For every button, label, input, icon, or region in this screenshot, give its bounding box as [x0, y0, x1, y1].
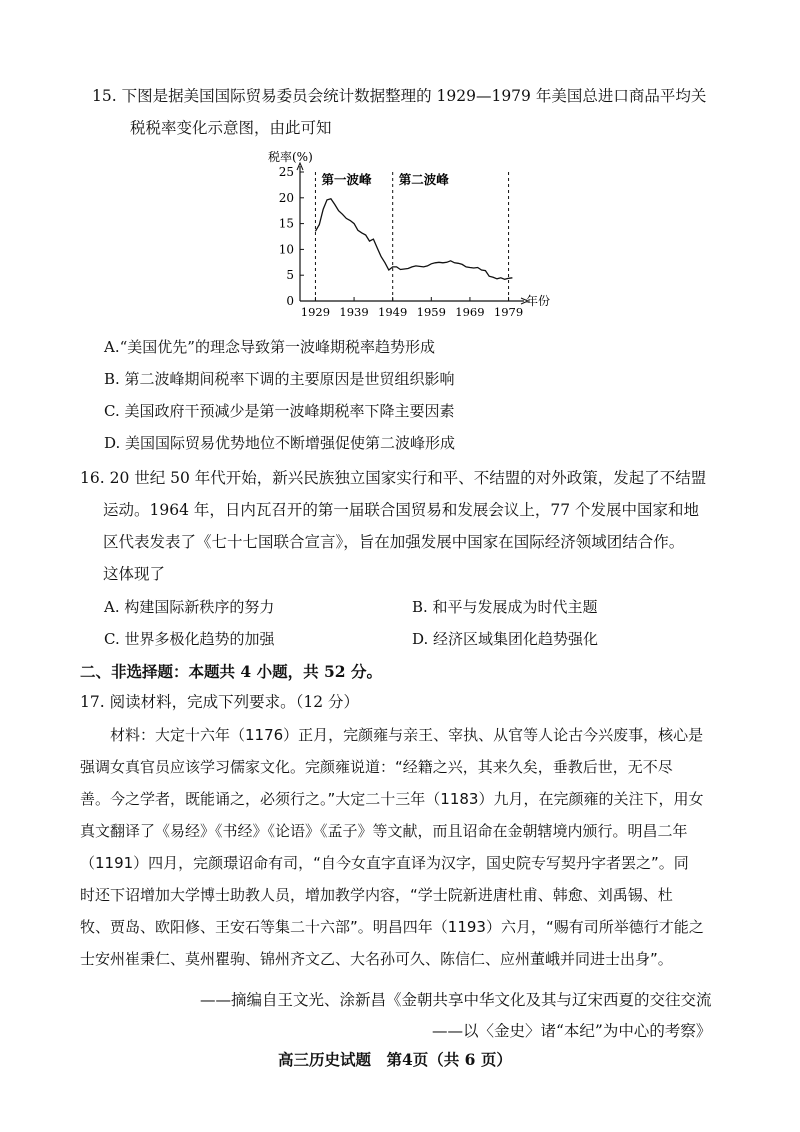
tariff-chart — [262, 148, 562, 318]
q15-option-d: D. 美国国际贸易优势地位不断增强促使第二波峰形成 — [104, 434, 456, 452]
q16-stem-line3: 区代表发表了《七十七国联合宣言》，旨在加强发展中国家在国际经济领域团结合作。 — [103, 533, 685, 551]
y-tick-label: 5 — [286, 268, 294, 283]
y-tick-label: 15 — [278, 216, 294, 231]
y-tick-label: 10 — [278, 242, 294, 257]
q16-stem-line1: 16. 20 世纪 50 年代开始，新兴民族独立国家实行和平、不结盟的对外政策，发起了不结盟 — [80, 469, 707, 487]
x-tick-label: 1959 — [416, 305, 446, 318]
q16-option-a: A. 构建国际新秩序的努力 — [104, 598, 275, 616]
q16-stem-line4: 这体现了 — [103, 565, 166, 583]
x-tick-label: 1969 — [455, 305, 485, 318]
q17-material-line1: 材料：大定十六年（1176）正月，完颜雍与亲王、宰执、从官等人论古今兴废事，核心是 — [110, 726, 704, 744]
q17-material-line8: 士安州崔秉仁、莫州瞿驹、锦州齐文乙、大名孙可久、陈信仁、应州董峨并同进士出身”。 — [80, 950, 673, 968]
q17-stem: 17. 阅读材料，完成下列要求。（12 分） — [80, 693, 359, 711]
page-footer: 高三历史试题 第4页（共 6 页） — [278, 1050, 512, 1069]
q17-material-line5: （1191）四月，完颜璟诏命有司，“自今女直字直译为汉字，国史院专写契丹字者罢之”。同 — [80, 854, 689, 872]
q15-option-b: B. 第二波峰期间税率下调的主要原因是世贸组织影响 — [104, 370, 455, 388]
y-tick-label: 25 — [278, 165, 294, 179]
q15-option-a: A.“美国优先”的理念导致第一波峰期税率趋势形成 — [104, 338, 435, 356]
q15-stem-line2: 税税率变化示意图，由此可知 — [130, 119, 332, 137]
x-tick-label: 1929 — [300, 305, 331, 318]
q17-material-line3: 善。今之学者，既能诵之，必须行之。”大定二十三年（1183）九月，在完颜雍的关注下，用女 — [80, 790, 704, 808]
q17-source-line1: ——摘编自王文光、涂新昌《金朝共享中华文化及其与辽宋西夏的交往交流 — [200, 991, 712, 1009]
q16-option-c: C. 世界多极化趋势的加强 — [104, 630, 275, 648]
q17-source-line2: ——以〈金史〉诸“本纪”为中心的考察》 — [432, 1022, 712, 1040]
q17-material-line2: 强调女真官员应该学习儒家文化。完颜雍说道：“经籍之兴，其来久矣，垂教后世，无不尽 — [80, 758, 673, 776]
section-2-heading: 二、非选择题：本题共 4 小题，共 52 分。 — [80, 662, 382, 681]
q17-material-line4: 真文翻译了《易经》《书经》《论语》《孟子》等文献，而且诏命在金朝辖境内颁行。明昌二年 — [80, 822, 688, 840]
region-label: 第一波峰 — [321, 172, 372, 187]
region-label: 第二波峰 — [398, 172, 449, 187]
chart-ylabel: 税率(%) — [268, 150, 313, 164]
q16-stem-line2: 运动。1964 年，日内瓦召开的第一届联合国贸易和发展会议上，77 个发展中国家和地 — [103, 501, 700, 519]
tariff-rate-line — [315, 199, 512, 279]
q17-material-line7: 牧、贾岛、欧阳修、王安石等集二十六部”。明昌四年（1193）六月，“赐有司所举德行才能之 — [80, 918, 704, 936]
q15-option-c: C. 美国政府干预减少是第一波峰期税率下降主要因素 — [104, 402, 455, 420]
x-tick-label: 1939 — [339, 305, 369, 318]
q16-option-b: B. 和平与发展成为时代主题 — [412, 598, 598, 616]
x-tick-label: 1949 — [378, 305, 408, 318]
y-tick-label: 0 — [286, 294, 294, 308]
q15-stem-line1: 15. 下图是据美国国际贸易委员会统计数据整理的 1929—1979 年美国总进口商品平均关 — [92, 87, 707, 105]
x-tick-label: 1979 — [493, 305, 524, 318]
y-tick-label: 20 — [278, 190, 294, 205]
q17-material-line6: 时还下诏增加大学博士助教人员，增加教学内容，“学士院新进唐杜甫、韩愈、刘禹锡、杜 — [80, 886, 673, 904]
q16-option-d: D. 经济区域集团化趋势强化 — [412, 630, 599, 648]
chart-xlabel: 年份 — [526, 294, 551, 308]
